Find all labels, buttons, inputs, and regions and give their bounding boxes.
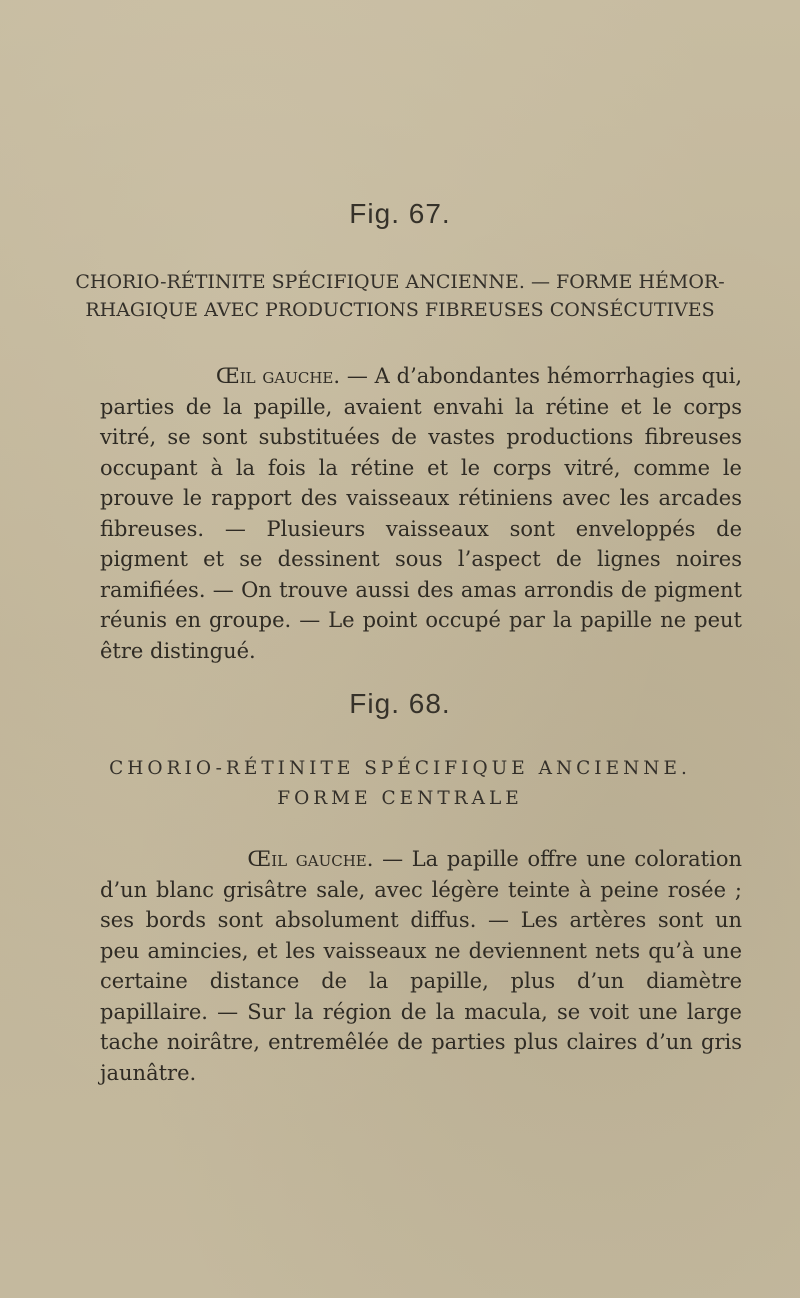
figure-67-caption-line-2: RHAGIQUE AVEC PRODUCTIONS FIBREUSES CONSÉCUTIVES (85, 299, 715, 321)
figure-67-text: — A d’abondantes hémorrhagies qui, parties de la papille, avaient envahi la rétine et le corps vitré, se sont substituées de vastes productions fibreuses occupant à la fois la rétine et le corps vitré, comme le prouve le rapport des vaisseaux rétiniens avec les arcades fibreuses. — Plusieurs vaisseaux sont enveloppés de pigment et se dessinent sous l’aspect de lignes noires ramifiées. — On trouve aussi des amas arrondis de pigment réunis en groupe. — Le point occupé par la papille ne peut être distingué. (100, 364, 743, 663)
figure-68-eye-label: Œil gauche. (247, 847, 374, 871)
figure-68-caption-line-1: CHORIO-RÉTINITE SPÉCIFIQUE ANCIENNE. (109, 758, 691, 779)
figure-67-caption (0, 268, 800, 324)
figure-68-description (100, 844, 742, 1088)
figure-67-label: Fig. 67. (349, 198, 451, 229)
figure-68-caption (0, 755, 800, 813)
figure-68-label: Fig. 68. (349, 688, 451, 719)
figure-67-eye-label: Œil gauche. (215, 364, 341, 388)
figure-67-caption-line-1: CHORIO-RÉTINITE SPÉCIFIQUE ANCIENNE. — FORME HÉMOR- (75, 271, 725, 293)
figure-68-text: — La papille offre une coloration d’un blanc grisâtre sale, avec légère teinte à peine rosée ; ses bords sont absolument diffus. — Les artères sont un peu amincies, et les vaisseaux ne deviennent nets qu’à une certaine distance de la papille, plus d’un diamètre papillaire. — Sur la région de la macula, se voit une large tache noirâtre, entremêlée de parties plus claires d’un gris jaunâtre. (100, 847, 742, 1085)
figure-67-description (100, 361, 742, 666)
figure-68-caption-line-2: FORME CENTRALE (277, 788, 523, 809)
